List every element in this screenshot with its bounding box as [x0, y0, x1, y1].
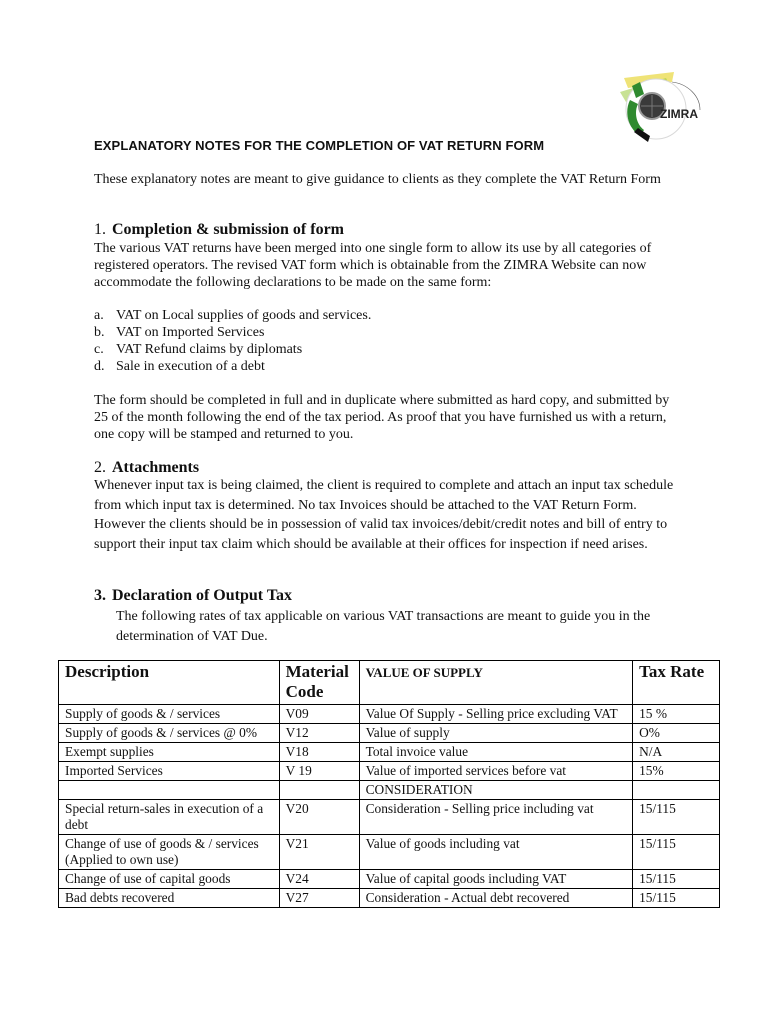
section-2-title: Attachments [112, 459, 200, 476]
zimra-logo [614, 70, 710, 148]
section-1-submission-paragraph: The form should be completed in full and in duplicate where submitted as hard copy, and submitted by 25 of the month following the end of the tax period. As proof that you have furnished us with a return, one copy will be stamped and returned to you. [94, 393, 670, 442]
col-header-value-of-supply: VALUE OF SUPPLY [359, 661, 633, 705]
consideration-subheader: CONSIDERATION [359, 781, 633, 800]
table-row: Supply of goods & / services V09 Value Of Supply - Selling price excluding VAT 15 % [59, 705, 720, 724]
section-2-heading [94, 459, 199, 477]
section-3-title: Declaration of Output Tax [112, 587, 293, 604]
list-item: d. Sale in execution of a debt [94, 359, 265, 374]
tax-rates-table [58, 660, 720, 908]
section-2-number: 2. [94, 459, 106, 476]
section-1-title: Completion & submission of form [112, 221, 345, 238]
table-row [59, 781, 720, 800]
table-row: Special return-sales in execution of a debt V20 Consideration - Selling price including vat 15/115 [59, 800, 720, 835]
table-row: Bad debts recovered V27 Consideration - Actual debt recovered 15/115 [59, 889, 720, 908]
list-item: b. VAT on Imported Services [94, 325, 265, 340]
table-row: Change of use of goods & / services (Applied to own use) V21 Value of goods including vat 15/115 [59, 835, 720, 870]
col-header-material-code: Material Code [279, 661, 359, 705]
table-row: Imported Services V 19 Value of imported services before vat 15% [59, 762, 720, 781]
table-row: Supply of goods & / services @ 0% V12 Value of supply O% [59, 724, 720, 743]
table-header-row [59, 661, 720, 705]
table-row: Exempt supplies V18 Total invoice value N/A [59, 743, 720, 762]
document-title: EXPLANATORY NOTES FOR THE COMPLETION OF VAT RETURN FORM [94, 138, 545, 153]
col-header-description: Description [59, 661, 280, 705]
section-1-number: 1. [94, 221, 106, 238]
section-3-paragraph: The following rates of tax applicable on various VAT transactions are meant to guide you in the determination of VAT Due. [116, 609, 651, 644]
col-header-tax-rate: Tax Rate [633, 661, 720, 705]
section-3-number: 3. [94, 587, 106, 604]
intro-paragraph: These explanatory notes are meant to give guidance to clients as they complete the VAT Return Form [94, 172, 661, 187]
list-item: a. VAT on Local supplies of goods and services. [94, 308, 372, 323]
list-item: c. VAT Refund claims by diplomats [94, 342, 303, 357]
table-row: Change of use of capital goods V24 Value of capital goods including VAT 15/115 [59, 870, 720, 889]
section-3-heading [94, 587, 292, 605]
svg-text:ZIMRA: ZIMRA [660, 107, 698, 121]
declaration-list [94, 307, 371, 375]
section-1-heading [94, 221, 344, 239]
section-1-paragraph: The various VAT returns have been merged into one single form to allow its use by all categories of registered operators. The revised VAT form which is obtainable from the ZIMRA Website can now accommodate the following declarations to be made on the same form: [94, 241, 652, 290]
section-2-paragraph: Whenever input tax is being claimed, the client is required to complete and attach an input tax schedule from which input tax is determined. No tax Invoices should be attached to the VAT Return Form. However the clients should be in possession of valid tax invoices/debit/credit notes and bill of entry to support their input tax claim which should be available at their offices for inspection if need arises. [94, 478, 674, 552]
